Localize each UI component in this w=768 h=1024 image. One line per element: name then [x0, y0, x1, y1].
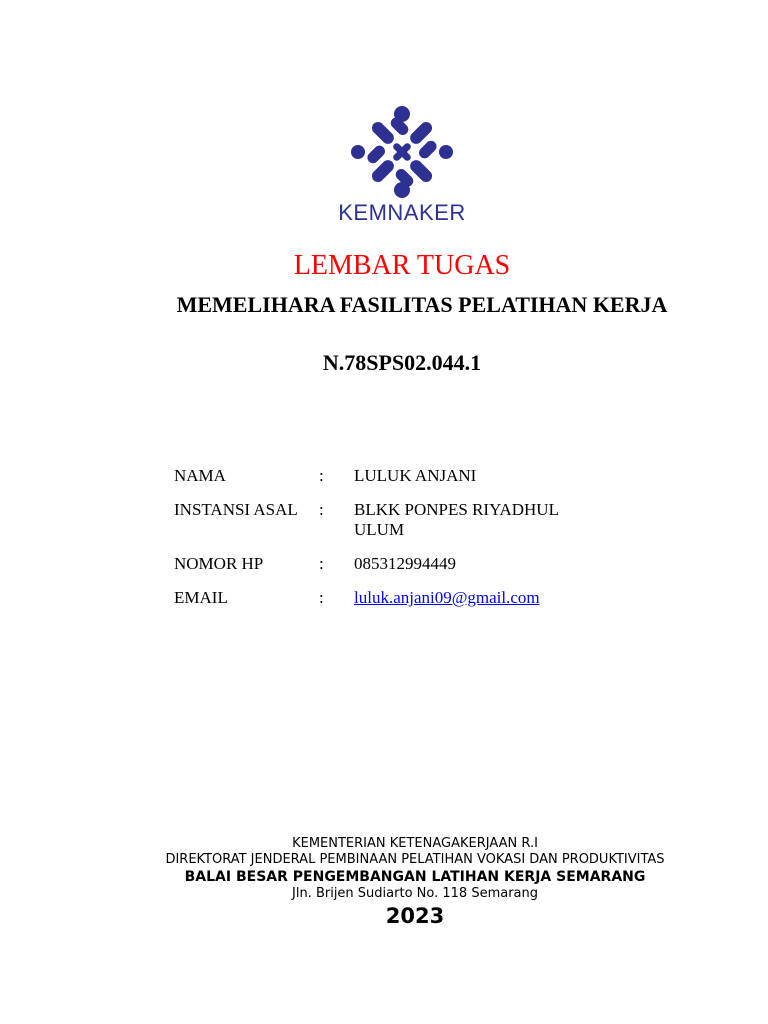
logo-brand-text: KEMNAKER — [338, 200, 466, 225]
info-value-phone: 085312994449 — [354, 554, 456, 573]
info-label: NOMOR HP — [174, 554, 264, 573]
email-link[interactable]: luluk.anjani09@gmail.com — [354, 588, 540, 607]
footer-ministry: KEMENTERIAN KETENAGAKERJAAN R.I — [292, 836, 538, 851]
footer — [0, 836, 768, 930]
info-label: NAMA — [174, 466, 226, 485]
info-row-name — [174, 466, 594, 500]
kemnaker-emblem-icon — [350, 104, 454, 200]
info-separator: : — [319, 588, 324, 607]
footer-directorate: DIREKTORAT JENDERAL PEMBINAAN PELATIHAN VOKASI DAN PRODUKTIVITAS — [165, 852, 665, 867]
info-value-name: LULUK ANJANI — [354, 466, 477, 485]
info-separator: : — [319, 554, 324, 573]
footer-year: 2023 — [385, 904, 445, 928]
document-title: LEMBAR TUGAS — [293, 250, 511, 281]
info-value-institution: BLKK PONPES RIYADHUL ULUM — [354, 500, 559, 539]
info-separator: : — [319, 466, 324, 485]
unit-code: N.78SPS02.044.1 — [322, 350, 482, 375]
document-subtitle: MEMELIHARA FASILITAS PELATIHAN KERJA — [176, 292, 668, 317]
info-separator: : — [319, 500, 324, 519]
info-row-phone — [174, 554, 594, 588]
kemnaker-logo — [320, 100, 484, 235]
info-row-institution — [174, 500, 594, 554]
info-label: INSTANSI ASAL — [174, 500, 298, 519]
info-label: EMAIL — [174, 588, 228, 607]
participant-info-table — [174, 466, 594, 622]
footer-institution: BALAI BESAR PENGEMBANGAN LATIHAN KERJA SEMARANG — [184, 869, 646, 885]
footer-address: Jln. Brijen Sudiarto No. 118 Semarang — [292, 886, 538, 901]
info-row-email — [174, 588, 594, 622]
